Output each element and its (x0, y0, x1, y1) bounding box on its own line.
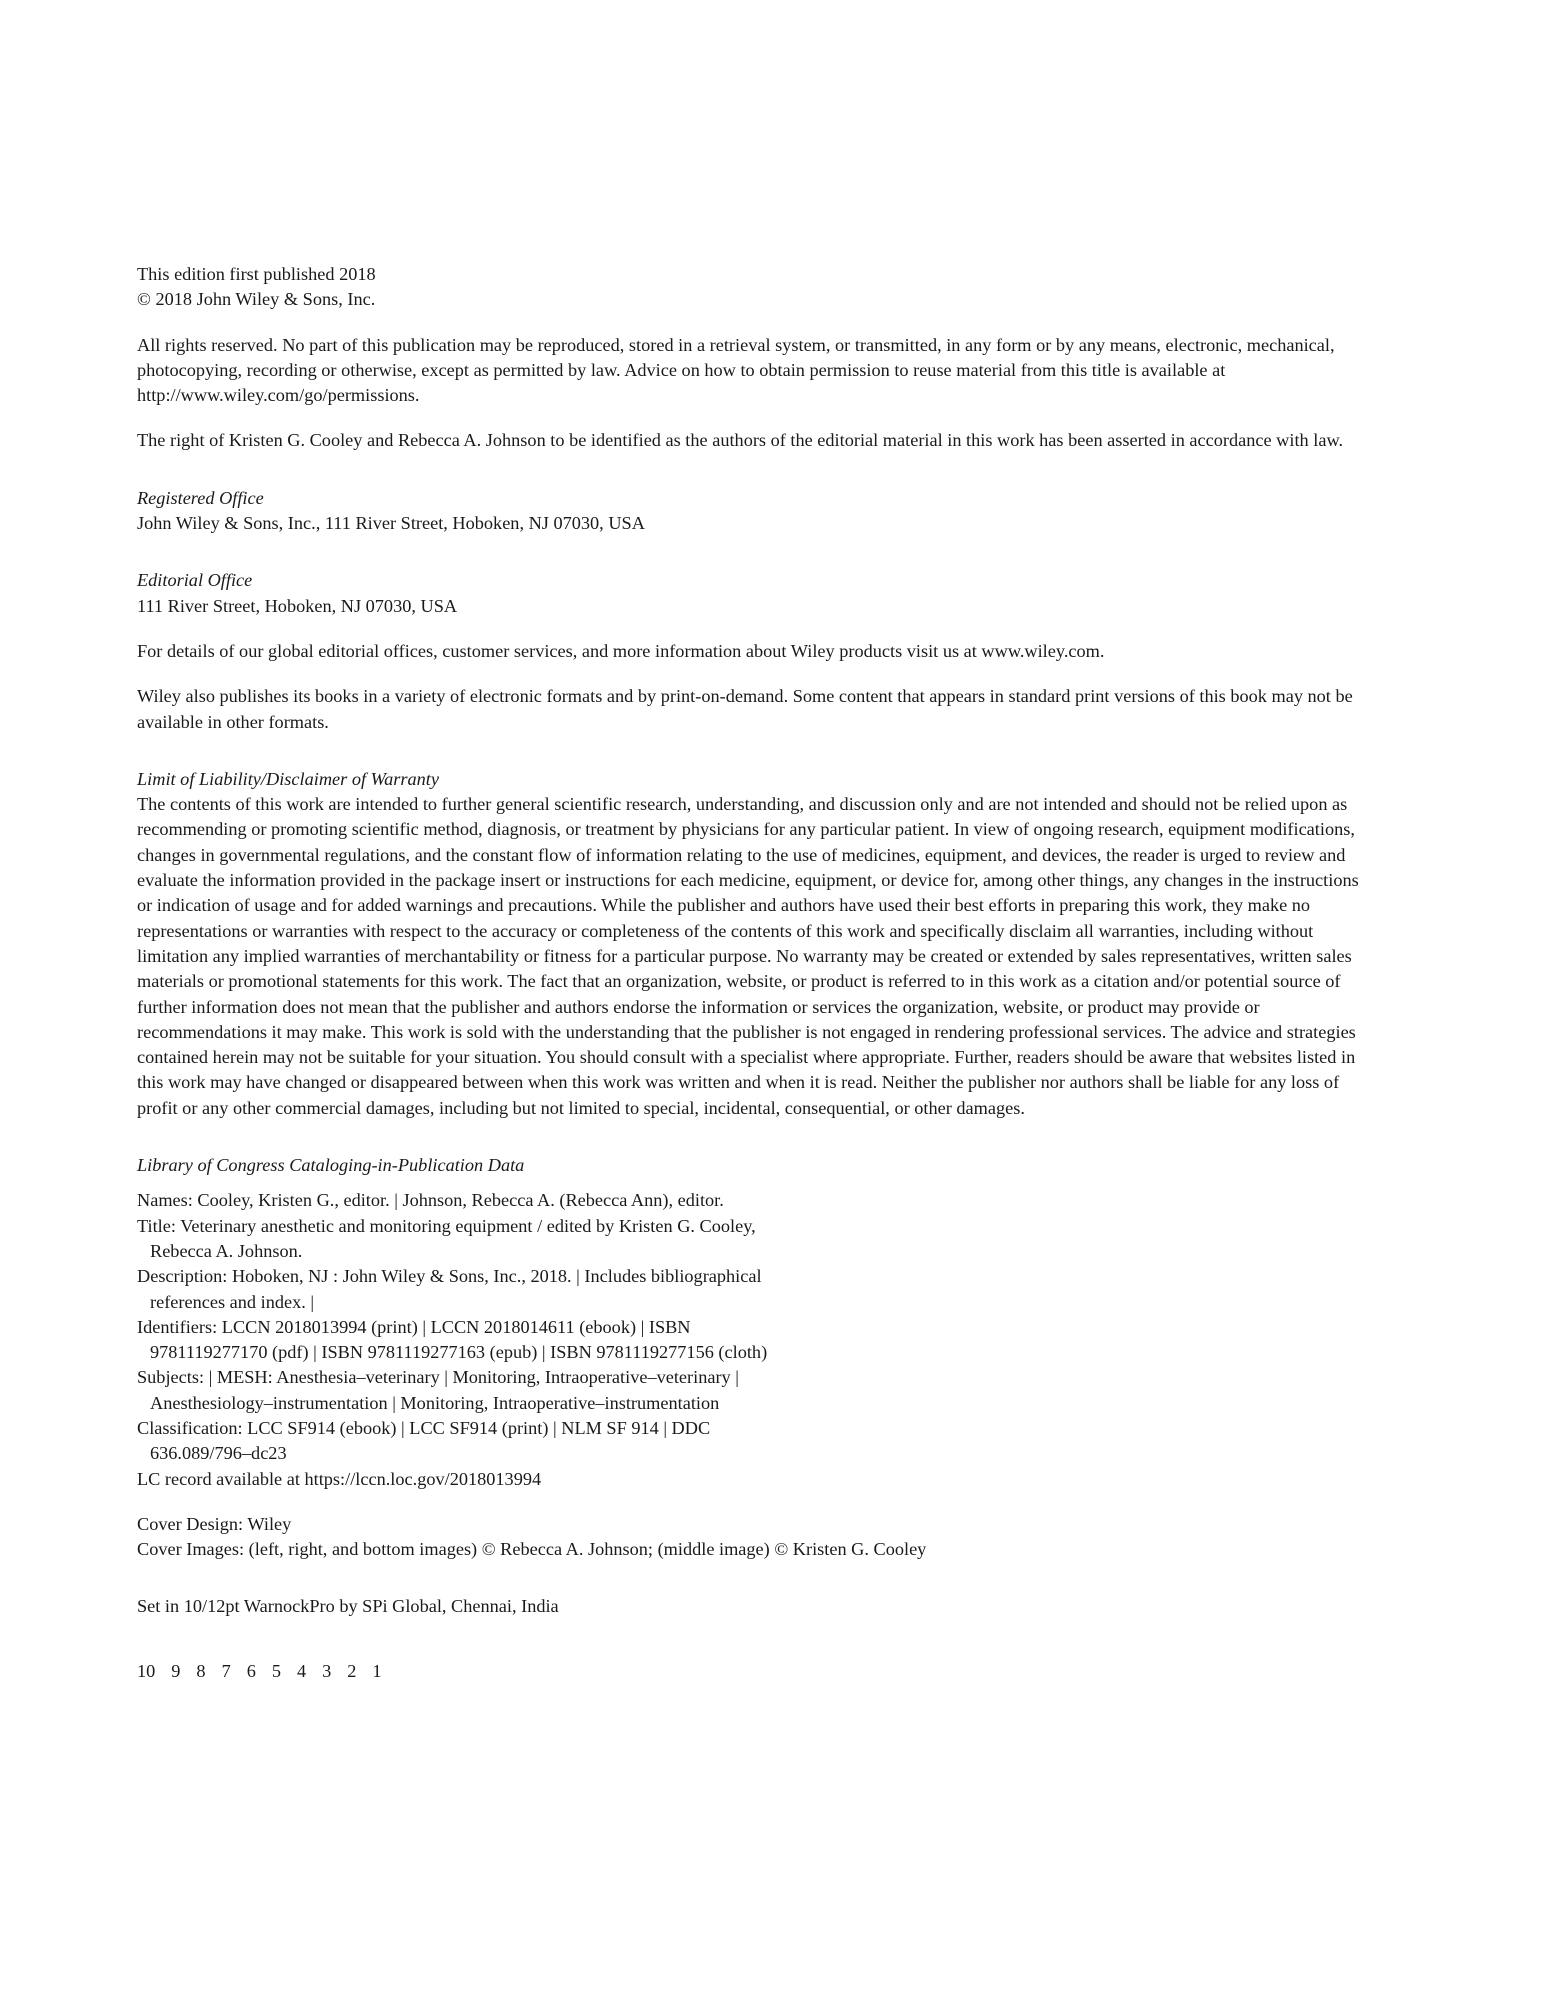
rights-paragraph: All rights reserved. No part of this publication may be reproduced, stored in a retrieval system, or transmitted, in any form or by any means, electronic, mechanical, photocopying, recording or otherwise, except as permitted by law. Advice on how to obtain permission to reuse material from this title is available at http://www.wiley.com/go/permissions. (137, 334, 1335, 406)
cip-heading: Library of Congress Cataloging-in-Publication Data (137, 1155, 525, 1176)
print-number: 10 (137, 1660, 156, 1681)
cip-record: LC record available at https://lccn.loc.gov/2018013994 (137, 1468, 542, 1489)
print-number: 7 (221, 1660, 231, 1681)
print-line (137, 1659, 1377, 1684)
cip-description: Description: Hoboken, NJ : John Wiley & Sons, Inc., 2018. | Includes bibliographical references and index. | (137, 1266, 762, 1312)
editorial-office-address: 111 River Street, Hoboken, NJ 07030, USA (137, 595, 458, 616)
cip-block (137, 1188, 797, 1492)
details-paragraph: For details of our global editorial offices, customer services, and more information about Wiley products visit us at www.wiley.com. (137, 640, 1105, 661)
edition-line: This edition first published 2018 (137, 264, 376, 284)
editorial-office-heading: Editorial Office (137, 570, 253, 591)
formats-paragraph: Wiley also publishes its books in a variety of electronic formats and by print-on-demand. Some content that appears in standard print versions of this book may not be available in other formats. (137, 686, 1353, 732)
authors-right-paragraph: The right of Kristen G. Cooley and Rebecca A. Johnson to be identified as the authors of the editorial material in this work has been asserted in accordance with law. (137, 430, 1344, 451)
print-number: 9 (171, 1660, 181, 1681)
print-number: 2 (347, 1660, 357, 1681)
liability-paragraph: The contents of this work are intended to further general scientific research, understanding, and discussion only and are not intended and should not be relied upon as recommending or promoting scientific method, diagnosis, or treatment by physicians for any particular patient. In view of ongoing research, equipment modifications, changes in governmental regulations, and the constant flow of information relating to the use of medicines, equipment, and devices, the reader is urged to review and evaluate the information provided in the package insert or instructions for each medicine, equipment, or device for, among other things, any changes in the instructions or indication of usage and for added warnings and precautions. While the publisher and authors have used their best efforts in preparing this work, they make no representations or warranties with respect to the accuracy or completeness of the contents of this work and specifically disclaim all warranties, including without limitation any implied warranties of merchantability or fitness for a particular purpose. No warranty may be created or extended by sales representatives, written sales materials or promotional statements for this work. The fact that an organization, website, or product is referred to in this work as a citation and/or potential source of further information does not mean that the publisher and authors endorse the information or services the organization, website, or product may provide or recommendations it may make. This work is sold with the understanding that the publisher is not engaged in rendering professional services. The advice and strategies contained herein may not be suitable for your situation. You should consult with a specialist where appropriate. Further, readers should be aware that websites listed in this work may have changed or disappeared between when this work was written and when it is read. Neither the publisher nor authors shall be liable for any loss of profit or any other commercial damages, including but not limited to special, incidental, consequential, or other damages. (137, 794, 1359, 1118)
cover-images: Cover Images: (left, right, and bottom images) © Rebecca A. Johnson; (middle image) © Kristen G. Cooley (137, 1539, 927, 1560)
typeset-line: Set in 10/12pt WarnockPro by SPi Global, Chennai, India (137, 1596, 559, 1617)
print-number: 8 (196, 1660, 206, 1681)
cip-subjects: Subjects: | MESH: Anesthesia–veterinary | Monitoring, Intraoperative–veterinary | Anesthesiology–instrumentation | Monitoring, Intraoperative–instrumentation (137, 1367, 739, 1413)
print-number: 3 (322, 1660, 332, 1681)
cip-names: Names: Cooley, Kristen G., editor. | Johnson, Rebecca A. (Rebecca Ann), editor. (137, 1190, 724, 1211)
copyright-page (137, 262, 1377, 1684)
print-number: 4 (296, 1660, 307, 1681)
print-number: 6 (246, 1660, 256, 1681)
print-number: 1 (372, 1660, 382, 1681)
cip-title: Title: Veterinary anesthetic and monitoring equipment / edited by Kristen G. Cooley, Rebecca A. Johnson. (137, 1215, 756, 1261)
cip-classification: Classification: LCC SF914 (ebook) | LCC SF914 (print) | NLM SF 914 | DDC 636.089/796–dc23 (137, 1417, 711, 1464)
registered-office-heading: Registered Office (137, 487, 264, 508)
cover-design: Cover Design: Wiley (137, 1513, 292, 1534)
registered-office-address: John Wiley & Sons, Inc., 111 River Street, Hoboken, NJ 07030, USA (137, 513, 645, 534)
liability-heading: Limit of Liability/Disclaimer of Warranty (137, 768, 439, 789)
print-number: 5 (271, 1660, 281, 1681)
copyright-line: © 2018 John Wiley & Sons, Inc. (137, 289, 376, 310)
cip-identifiers: Identifiers: LCCN 2018013994 (print) | LCCN 2018014611 (ebook) | ISBN 9781119277170 (pdf) | ISBN 9781119277163 (epub) | ISBN 9781119277156 (cloth) (137, 1316, 768, 1363)
